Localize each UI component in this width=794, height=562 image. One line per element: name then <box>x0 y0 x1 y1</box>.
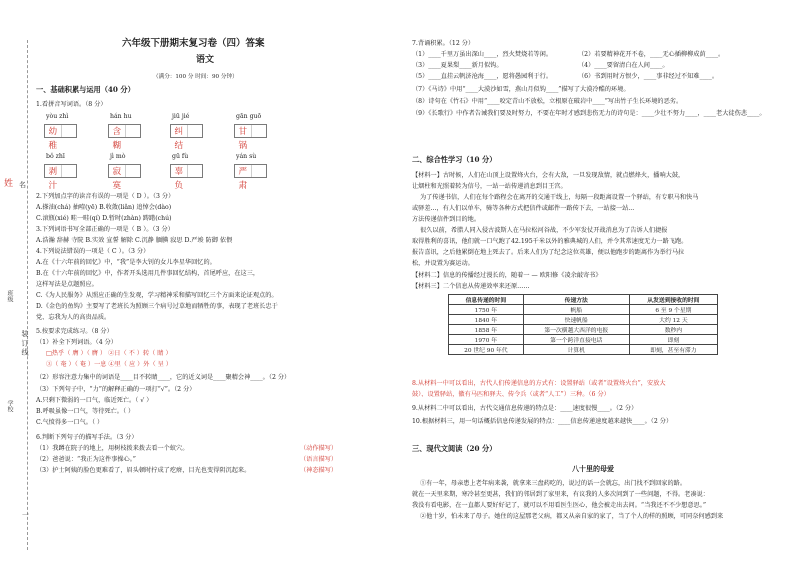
q5-option-a: A.只剩下微弱的一口气，临近死亡。（ √ ） <box>36 397 153 404</box>
table-cell: 即刻 <box>629 335 717 345</box>
material-1-line-5: 方法传递信件到目的地。 <box>412 216 481 223</box>
material-2: 【材料二】信息的传播经过漫长的，随着一 — 欧阳修《凌余敲寄书》 <box>412 272 602 279</box>
table-cell: 第一次横越大西洋的电报 <box>523 325 629 335</box>
table-cell: 帆船 <box>523 305 629 315</box>
q10-answer: 10.根据材料三，用一句话概括信息传递发展的特点：____信息传递速度越来越快____。（2 分） <box>412 418 673 425</box>
q3-prompt: 3.下列词语书写全部正确的一项是（ B ）。（3 分） <box>36 226 174 233</box>
article-paragraph-1: ①有一年，母亲患上老年病来袭，就拿来三盘药吃的，说过的话一会就忘，出门找不到回家的路。 <box>420 480 687 487</box>
q4-option-c: C.《为人民服务》从照应正确的生发观，学习精神采和描写回忆三个方面来论证观点的。 <box>36 292 278 299</box>
table-row <box>449 315 718 325</box>
q2-prompt: 2.下列加点字的读音有误的一项是（ D ）。（3 分） <box>36 193 175 200</box>
q4-option-d2: 党、忘我为人的高贵品质。 <box>36 314 111 321</box>
q5-prompt: 5.按要求完成练习。（8 分） <box>36 328 113 335</box>
article-paragraph-1b: 就在一天里来期，寒冷甚至更甚，我们的邻居到了家里来，有议我的人多次问到了一些问题，不得。老凑说： <box>412 491 709 498</box>
q7-line-3: （3）____夏果梨____新月似钩。 <box>412 62 503 69</box>
class-label: 班级 <box>6 290 13 302</box>
subject-title: 语文 <box>196 55 215 65</box>
word-box-6: 寂寞 <box>108 164 141 178</box>
binding-notice: 装 订 线 <box>21 330 29 356</box>
table-cell: 1840 年 <box>449 315 524 325</box>
q5-part1: （1）补全下列词语。（4 分） <box>36 339 117 346</box>
material-1-line-1: 【材料一】古时候，人们在山顶上设置烽火台，会有大敌，一旦发现敌情，就点燃烽火，播响大鼓， <box>412 172 685 179</box>
table-row <box>449 305 718 315</box>
q7-line-5: （5）____直挂云帆济沧海____，愿将愚园利于行。 <box>412 73 553 80</box>
q7-line-6: （6）书到用时方恨少，____事非经过不知难____。 <box>578 73 719 80</box>
name-label-2: 名 <box>19 181 26 189</box>
word-box-4: 甘锅 <box>234 124 267 138</box>
q3-options: A.浩瀚 辞赫 寺院 B.实效 宣誓 解除 C.沉静 腼腆 寂思 D.严竣 防御 依偎 <box>36 237 233 244</box>
q6-answer-1: （动作描写） <box>300 445 338 452</box>
table-cell: 1750 年 <box>449 305 524 315</box>
table-cell: 数秒内 <box>629 325 717 335</box>
cut-mark: 一 <box>22 511 29 519</box>
q6-sentence-2: （2）爸爸说：“我正为这件事操心。” <box>36 456 136 463</box>
table-cell: 20 世纪 90 年代 <box>449 345 524 355</box>
q4-option-a: A.在《十六年前的回忆》中，“我”是李大钊的女儿李星华回忆的。 <box>36 259 216 266</box>
q8-answer-2: 鼓）、设置驿站，徽有马匹和驿夫、传令兵（或者“人工”）三种。（6 分） <box>412 391 610 398</box>
table-row <box>449 325 718 335</box>
table-header-cell: 信息传递的时间 <box>449 295 524 305</box>
q5-part3: （3）下列句子中，“力”的解释正确的一项打“√”。（2 分） <box>36 386 196 393</box>
table-header-row <box>449 295 718 305</box>
q2-options-1: A.搽油(chá) 抽噎(yē) B.收敛(liǎn) 追悼会(dào) <box>36 204 172 211</box>
q5-fill-2: ③（ 奄 ）（ 奄 ）一息 ④里（ 应 ）外（ 呈 ） <box>46 361 172 368</box>
table-row <box>449 345 718 355</box>
q5-part2: （2）形容注意力集中的词语是____目不转睛____，它的近义词是____聚精会神____。（2 分） <box>36 374 291 381</box>
q2-options-2: C.滚瓶(xié) 畦一畦(qí) D.暂时(zhàn) 踌躇(chú) <box>36 215 172 222</box>
q6-prompt: 6.判断下列句子的描写手法。（3 分） <box>36 434 138 441</box>
table-cell: 即刻，甚至有滞力 <box>629 345 717 355</box>
word-box-3: 纠结 <box>170 124 203 138</box>
q7-line-1: （1）____千里万虽出深山____，烈火焚烧若等闲。 <box>412 51 553 58</box>
q7-prompt: 7.背诵积累。（12 分） <box>412 40 475 47</box>
article-paragraph-2: ②他十岁，怕未来了母子。她住的这屋那老父病，都又从亲自家的家了，当了个人的样的照顾，可同奈何感到来 <box>420 513 724 520</box>
q4-option-b2: 这样写法是点题照应。 <box>36 281 98 288</box>
word-box-1: 幼稚 <box>44 124 77 138</box>
table-header-cell: 从发送到接收的时间 <box>629 295 717 305</box>
pinyin-4: gān guō <box>236 113 262 120</box>
q5-option-c: C.气愤得多一口气。（ ） <box>36 419 104 426</box>
q8-answer-1: 8.从材料一中可以看出，古代人们传递信息的方式有：设置驿站（或者“设置烽火台”，安放大 <box>412 380 666 387</box>
pinyin-5: bǒ zhī <box>46 153 65 160</box>
material-1-line-8: 报告喜讯，之后他累倒在地上死去了。后来人们为了纪念这位英雄，便以他跑步的距离作为举行马拉 <box>412 249 685 256</box>
school-label: 学校 <box>6 400 13 412</box>
pinyin-1: yòu zhì <box>46 113 69 120</box>
material-1-line-7: 取得胜利的喜讯，他们就一口气跑了42.195千米以外的雅典城的人们，并令其常速度无力一路飞跑。 <box>412 238 688 245</box>
section-3-heading: 三、现代文阅读（20 分） <box>412 444 497 453</box>
q4-option-d: D.《金色的鱼钩》主要写了老班长为照顾三个病号过草地而牺牲的事，表现了老班长忠于 <box>36 303 278 310</box>
word-box-5: 剥汁 <box>44 164 77 178</box>
page-title: 六年级下册期末复习卷（四）答案 <box>122 38 265 49</box>
table-cell: 1858 年 <box>449 325 524 335</box>
q7-line-7: （7）《马诗》中用“____大漠沙如雪，燕山月似钩____”描写了大漠冷酷的环境。 <box>412 86 630 93</box>
pinyin-6: jì mò <box>110 153 126 160</box>
table-header-cell: 传递方法 <box>523 295 629 305</box>
section-2-heading: 二、综合性学习（10 分） <box>412 155 497 164</box>
q4-option-b: B.在《十六年前的回忆》中，作者开头选用几件事回忆结构，首尾呼应，在这三， <box>36 270 260 277</box>
name-label-1: 姓 <box>4 179 14 189</box>
info-table <box>448 294 718 355</box>
table-cell: 6 至 9 个星期 <box>629 305 717 315</box>
section-1-heading: 一、基础积累与运用（40 分） <box>36 85 135 94</box>
material-3: 【材料三】二个信息从传递效率来还原…… <box>412 283 530 290</box>
material-1-line-4: 或驿差...，有人们以单车，骑等各种方式把信件或邮件一路传下去，一站接一站... <box>412 205 635 212</box>
q9-answer: 9.从材料二中可以看出，古代交通信息传递的特点是：____速度很慢____。（2 分） <box>412 405 638 412</box>
pinyin-2: hán hu <box>110 113 132 120</box>
q7-line-2: （2）若要精神花开不卷，____无心插柳柳成荫____。 <box>578 51 725 58</box>
table-row <box>449 335 718 345</box>
q6-sentence-3: （3）护士阿姨的脸色更难看了，眉头顿时拧成了疙瘩，目光也变得阴沉起来。 <box>36 467 251 474</box>
material-1-line-2: 让烟柱和光照着转为信号，一站一站传递消息到目王宫。 <box>412 183 567 190</box>
table-cell: 1970 年 <box>449 335 524 345</box>
exam-info: （满分：100 分 时间：90 分钟） <box>153 74 238 80</box>
word-box-7: 辜负 <box>170 164 203 178</box>
table-cell: 大约 12 天 <box>629 315 717 325</box>
q7-line-4: （4）____要留清白在人间____。 <box>578 62 669 69</box>
table-cell: 第一个跨洋直接电话 <box>523 335 629 345</box>
q7-line-9: （9）《长歌行》中作者告诫我们要及时努力，不要在年时才感到悲伤无力的诗句是：____少壮不努力____，____老大徒伤悲____。 <box>412 110 766 117</box>
material-1-line-6: 很久以前，希腊人同入侵古波斯人在马拉松河谷战，不少军发仗开战消息为了告诉人们捷报 <box>420 227 668 234</box>
material-1-line-3: 为了传递书信，人们在每个路程会在离开的交通干线上，每隔一段距离设置一个驿站，有专职马和快马 <box>420 194 699 201</box>
q5-option-b: B.呼吸虽像一口气，等待死亡。（ ） <box>36 408 135 415</box>
article-title: 八十里的母爱 <box>572 464 614 473</box>
table-cell: 快速帆船 <box>523 315 629 325</box>
q6-sentence-1: （1）我蹲在院子的地上，用树枝拨来拨去看一个蚁穴。 <box>36 445 189 452</box>
q6-answer-2: （语言描写） <box>300 456 338 463</box>
table-cell: 计算机 <box>523 345 629 355</box>
q4-prompt: 4.下列说法错误的一项是（ C ）。（3 分） <box>36 248 150 255</box>
q6-answer-3: （神态描写） <box>300 467 338 474</box>
pinyin-7: gū fù <box>172 153 189 160</box>
q1-prompt: 1.看拼音写词语。（8 分） <box>36 101 107 108</box>
word-box-2: 含糊 <box>108 124 141 138</box>
article-paragraph-1c: 我没有看电影，在一直都人要好好记了，就可以不用看医生医心，他会被走出去问。“当我还不不少想意思。” <box>412 502 707 509</box>
word-box-8: 严肃 <box>234 164 267 178</box>
pinyin-8: yán sù <box>236 153 257 160</box>
binding-line <box>27 40 28 550</box>
pinyin-3: jiū jié <box>172 113 190 120</box>
q5-fill-1: □热乎（ 膺 ）（ 膺 ） ②日（ 不 ）转（ 睛 ） <box>46 350 172 357</box>
material-1-line-9: 松，并设置为赛运动。 <box>412 260 474 267</box>
q7-line-8: （8）诗句在《竹石》中用“____咬定青山不放松，立根原在破岩中____”写出竹子生长环境的恶劣。 <box>412 98 683 105</box>
